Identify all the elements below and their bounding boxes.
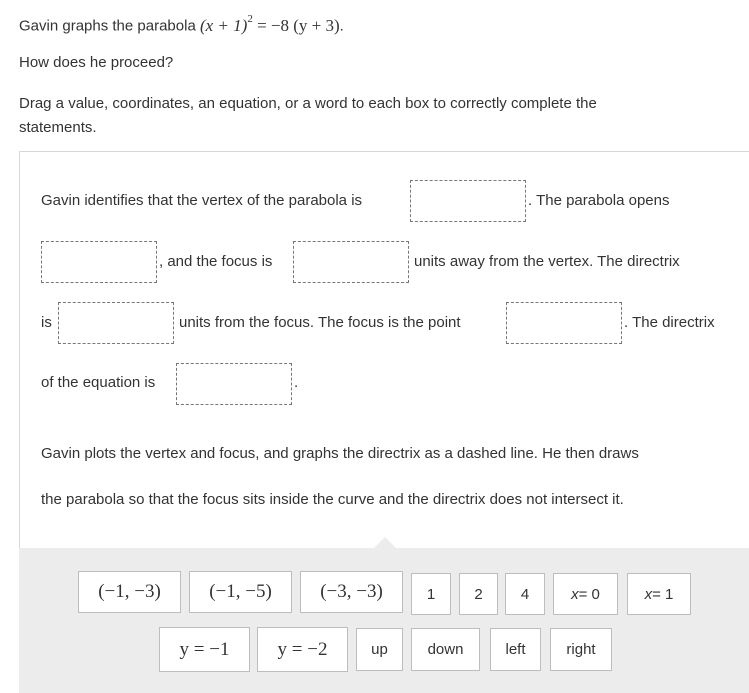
statement-directrix-end-text: . The directrix [624, 314, 715, 331]
drop-box-direction[interactable] [41, 241, 157, 283]
question-prompt: How does he proceed? [19, 54, 174, 71]
statement-period: . [294, 374, 299, 391]
tile-x-0-rest: = 0 [578, 585, 600, 603]
tray-pointer [374, 537, 396, 548]
tile-equation-x-0[interactable] [553, 573, 618, 615]
statement-is-text: is [41, 314, 52, 331]
paragraph-2-line-2: the parabola so that the focus sits inside the curve and the directrix does not intersect it. [41, 491, 624, 508]
statement-equation-text: of the equation is [41, 374, 156, 391]
tile-value-1[interactable]: 1 [411, 573, 451, 615]
instructions-line-1: Drag a value, coordinates, an equation, or a word to each box to correctly complete the [19, 95, 597, 112]
statement-focus-point-text: units from the focus. The focus is the point [179, 314, 461, 331]
drop-box-directrix-equation[interactable] [176, 363, 292, 405]
paragraph-2-line-1: Gavin plots the vertex and focus, and graphs the directrix as a dashed line. He then draws [41, 445, 639, 462]
equation-period: . [339, 17, 344, 35]
drop-box-directrix-distance[interactable] [58, 302, 174, 344]
question-intro-text: Gavin graphs the parabola [19, 17, 196, 35]
tile-x-1-rest: = 1 [652, 585, 674, 603]
drop-box-vertex[interactable] [410, 180, 526, 222]
drop-box-focus-point[interactable] [506, 302, 622, 344]
tile-word-right[interactable]: right [550, 628, 612, 671]
equation-rhs: = −8 (y + 3) [252, 15, 340, 35]
tile-word-left[interactable]: left [490, 628, 541, 671]
tile-word-up[interactable]: up [356, 628, 403, 671]
tile-word-down[interactable]: down [411, 628, 480, 671]
tile-coordinate-neg1-neg3[interactable]: (−1, −3) [78, 571, 181, 613]
answer-tray [19, 548, 749, 693]
instructions-line-2: statements. [19, 119, 97, 136]
tile-value-4[interactable]: 4 [505, 573, 545, 615]
statement-focus-text: , and the focus is [159, 253, 273, 270]
question-intro [19, 9, 344, 39]
tile-coordinate-neg1-neg5[interactable]: (−1, −5) [189, 571, 292, 613]
tile-equation-y-neg2[interactable]: y = −2 [257, 627, 348, 672]
equation-lhs: (x + 1) [199, 15, 248, 35]
tile-x-1-variable: x [644, 585, 653, 603]
drop-box-focus-distance[interactable] [293, 241, 409, 283]
statement-vertex-text: Gavin identifies that the vertex of the parabola is [41, 192, 363, 209]
tile-coordinate-neg3-neg3[interactable]: (−3, −3) [300, 571, 403, 613]
tile-value-2[interactable]: 2 [459, 573, 498, 615]
tile-equation-y-neg1[interactable]: y = −1 [159, 627, 250, 672]
statement-directrix-text: units away from the vertex. The directrix [414, 253, 680, 270]
tile-x-0-variable: x [571, 585, 579, 603]
statement-opens-text: . The parabola opens [528, 192, 670, 209]
tile-equation-x-1[interactable] [627, 573, 691, 615]
parabola-equation [199, 13, 340, 35]
equation-exponent: 2 [247, 13, 253, 25]
